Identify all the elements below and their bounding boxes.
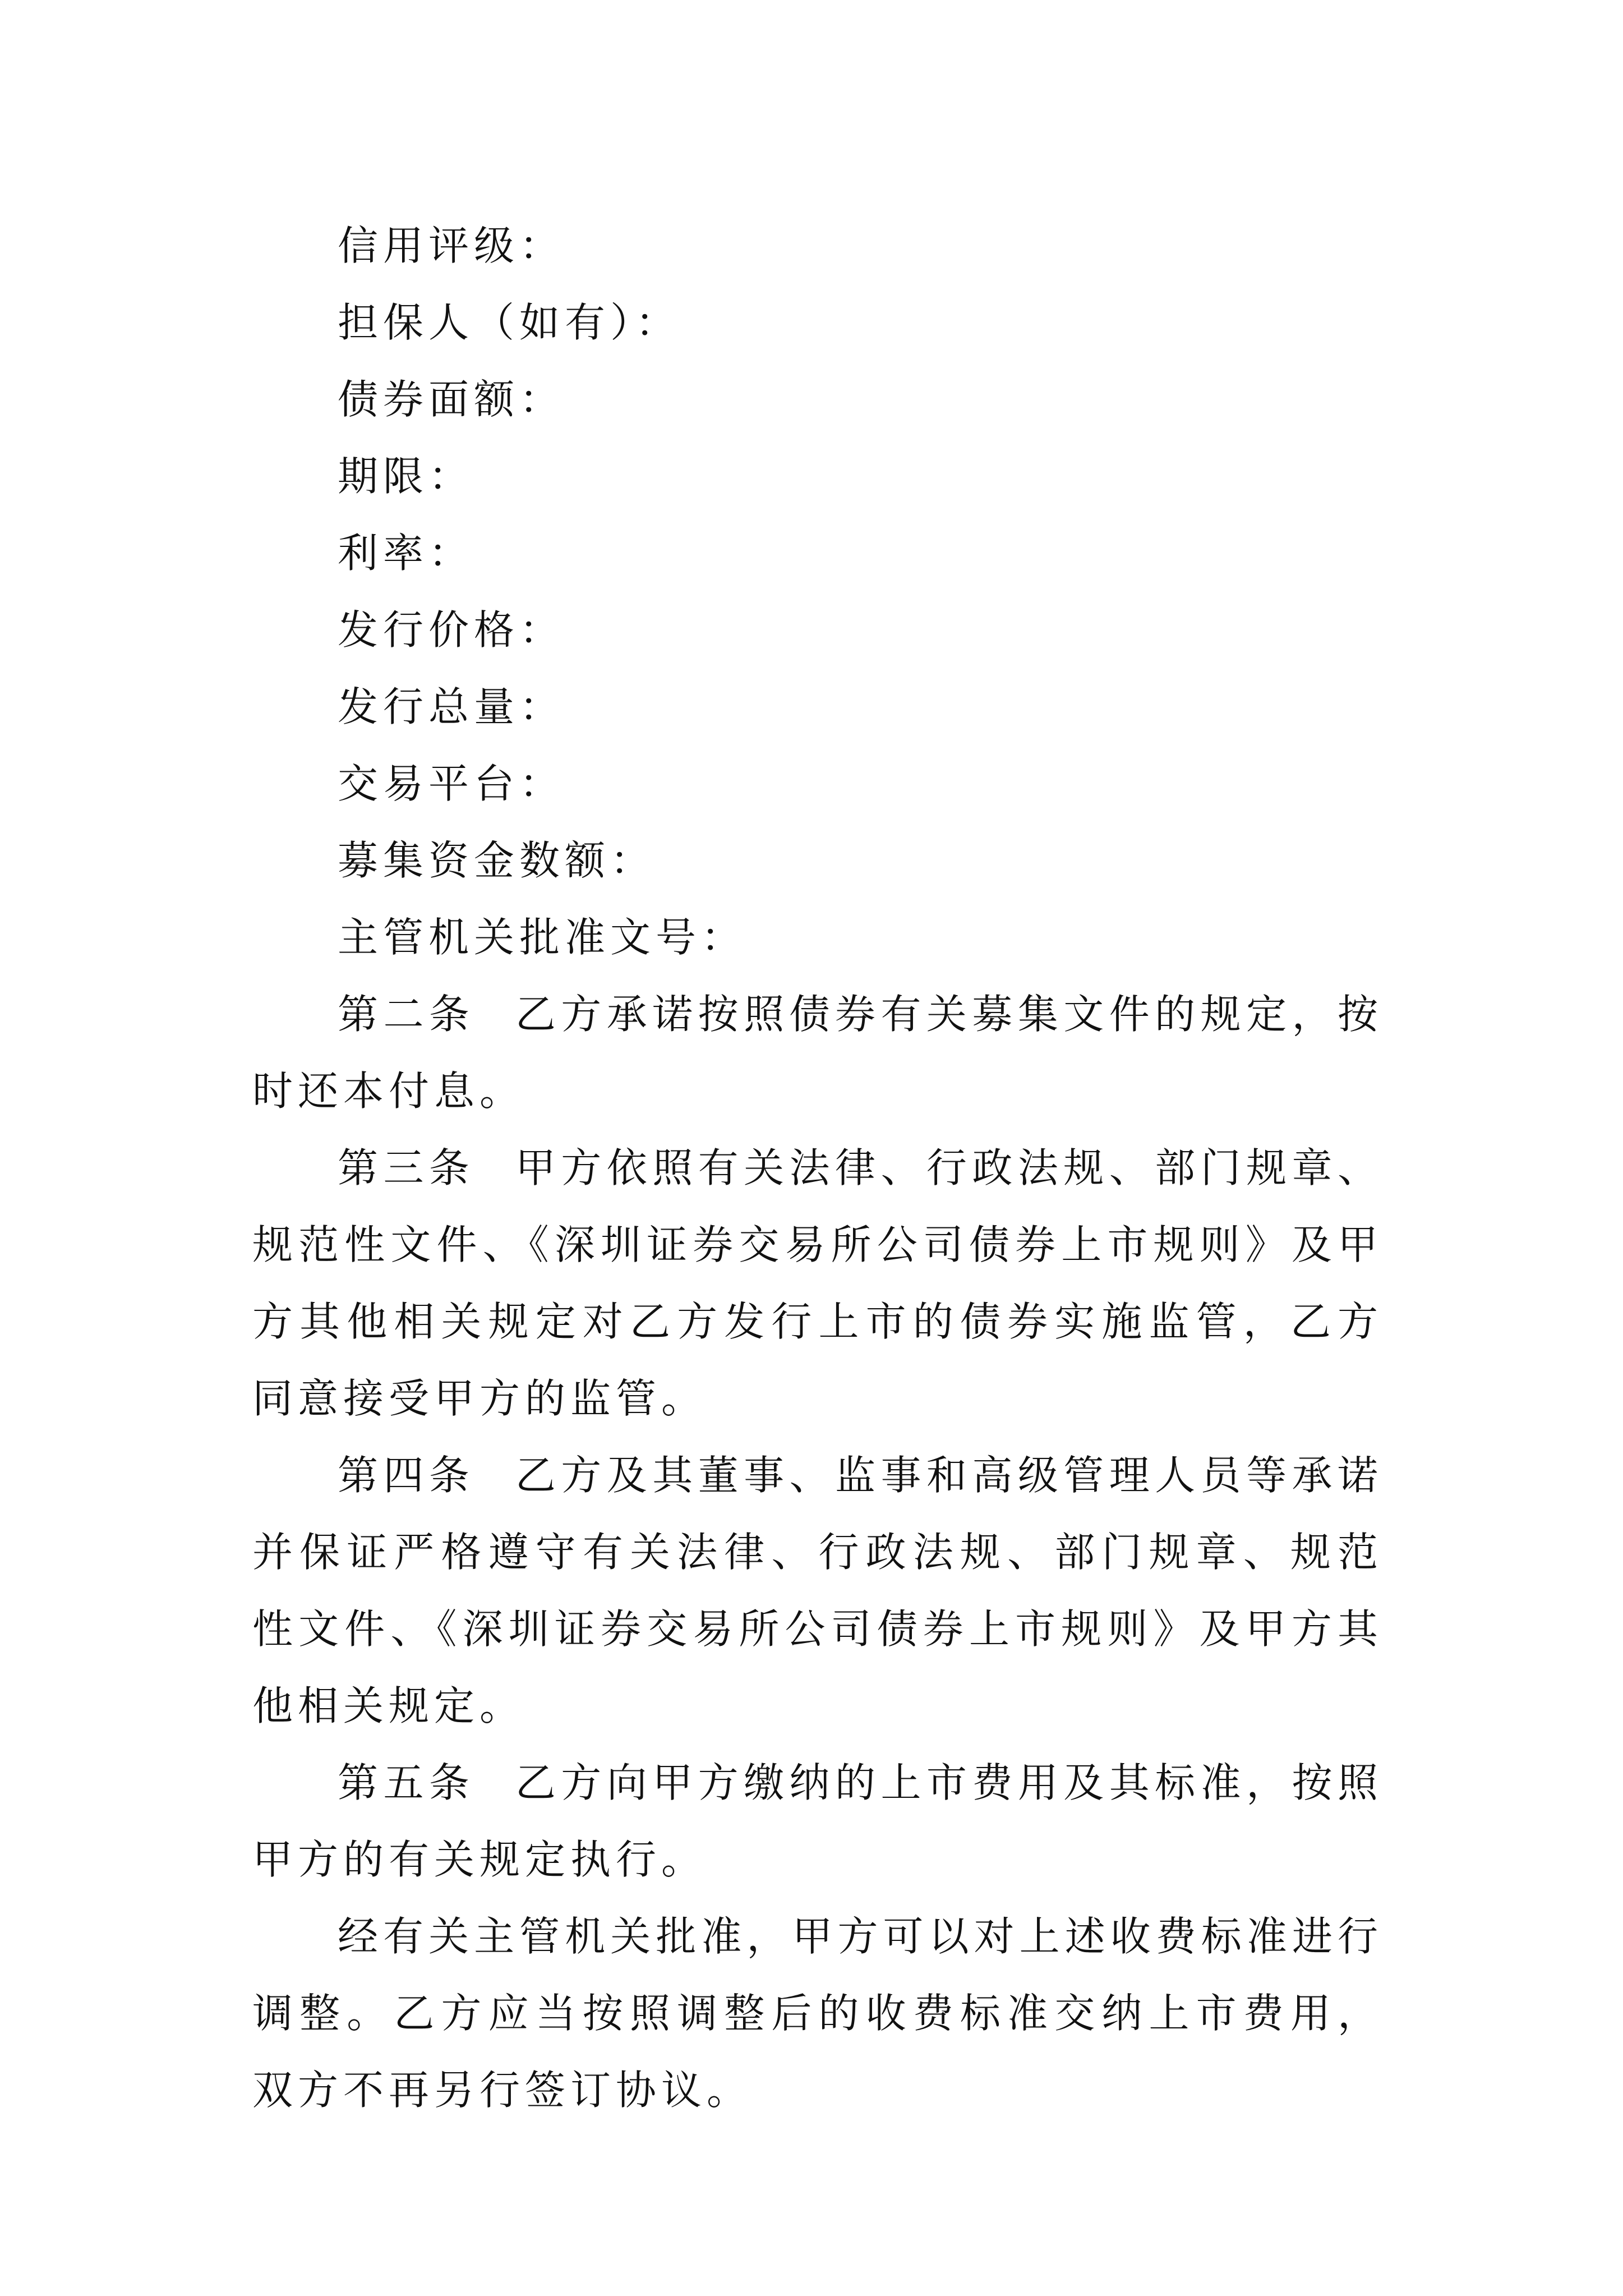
article-4-text: 乙方及其董事、监事和高级管理人员等承诺并保证严格遵守有关法律、行政法规、部门规章、规范性文件、《深圳证券交易所公司债券上市规则》及甲方其他相关规定。 (252, 1452, 1383, 1729)
field-approval-number: 主管机关批准文号： (338, 914, 747, 961)
field-interest-rate: 利率： (338, 530, 474, 577)
article-2 (252, 976, 1383, 1130)
field-credit-rating: 信用评级： (338, 222, 565, 269)
field-issue-total: 发行总量： (338, 683, 565, 730)
article-2-label: 第二条 (338, 991, 475, 1038)
field-trading-platform: 交易平台： (338, 760, 565, 807)
article-4-label: 第四条 (338, 1452, 475, 1499)
article-2-text: 乙方承诺按照债券有关募集文件的规定，按时还本付息。 (252, 991, 1383, 1115)
article-3-text: 甲方依照有关法律、行政法规、部门规章、规范性文件、《深圳证券交易所公司债券上市规则》及甲方其他相关规定对乙方发行上市的债券实施监管，乙方同意接受甲方的监管。 (252, 1144, 1383, 1422)
field-guarantor: 担保人（如有）： (338, 299, 681, 346)
document-body (252, 208, 1383, 2129)
article-5-label: 第五条 (338, 1759, 475, 1806)
field-term: 期限： (338, 453, 474, 500)
article-3-label: 第三条 (338, 1144, 475, 1191)
field-issue-price: 发行价格： (338, 606, 565, 654)
field-raised-funds: 募集资金数额： (338, 837, 656, 884)
article-5-text: 乙方向甲方缴纳的上市费用及其标准，按照甲方的有关规定执行。 (252, 1759, 1383, 1883)
article-5 (252, 1745, 1383, 1898)
field-bond-face-value: 债券面额： (338, 376, 565, 423)
fee-adjustment-paragraph: 经有关主管机关批准，甲方可以对上述收费标准进行调整。乙方应当按照调整后的收费标准交纳上市费用，双方不再另行签订协议。 (252, 1913, 1383, 2114)
article-4 (252, 1437, 1383, 1745)
article-3 (252, 1130, 1383, 1437)
